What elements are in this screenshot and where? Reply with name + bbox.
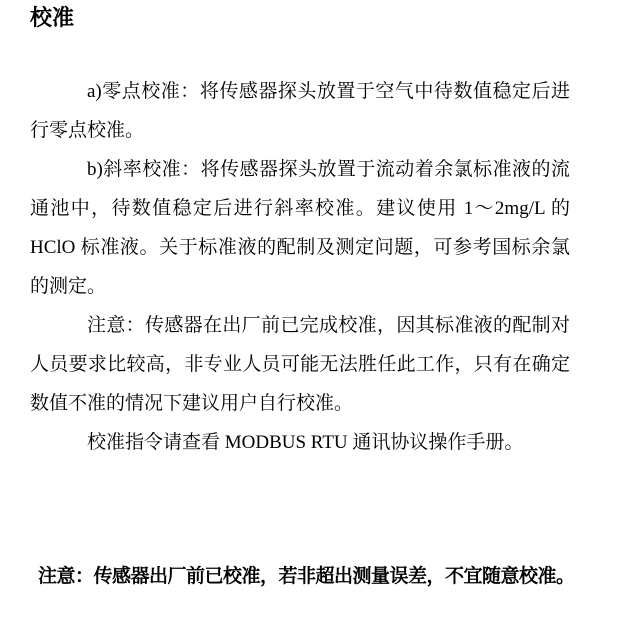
bottom-warning-note: 注意：传感器出厂前已校准，若非超出测量误差，不宜随意校准。 [38, 566, 575, 587]
page-title: 校准 [30, 5, 75, 30]
paragraph-zero-calibration: a)零点校准：将传感器探头放置于空气中待数值稳定后进行零点校准。 [30, 81, 570, 141]
paragraph-modbus-reference: 校准指令请查看 MODBUS RTU 通讯协议操作手册。 [87, 432, 524, 453]
paragraph-slope-calibration: b)斜率校准：将传感器探头放置于流动着余氯标准液的流通池中，待数值稳定后进行斜率校准。建议使用 1～2mg/L 的 HClO 标准液。关于标准液的配制及测定问题，可参考国标余氯的测定。 [30, 159, 570, 297]
body-text-block [30, 72, 570, 462]
paragraph-factory-calibration-note: 注意：传感器在出厂前已完成校准，因其标准液的配制对人员要求比较高，非专业人员可能无法胜任此工作，只有在确定数值不准的情况下建议用户自行校准。 [30, 315, 570, 414]
